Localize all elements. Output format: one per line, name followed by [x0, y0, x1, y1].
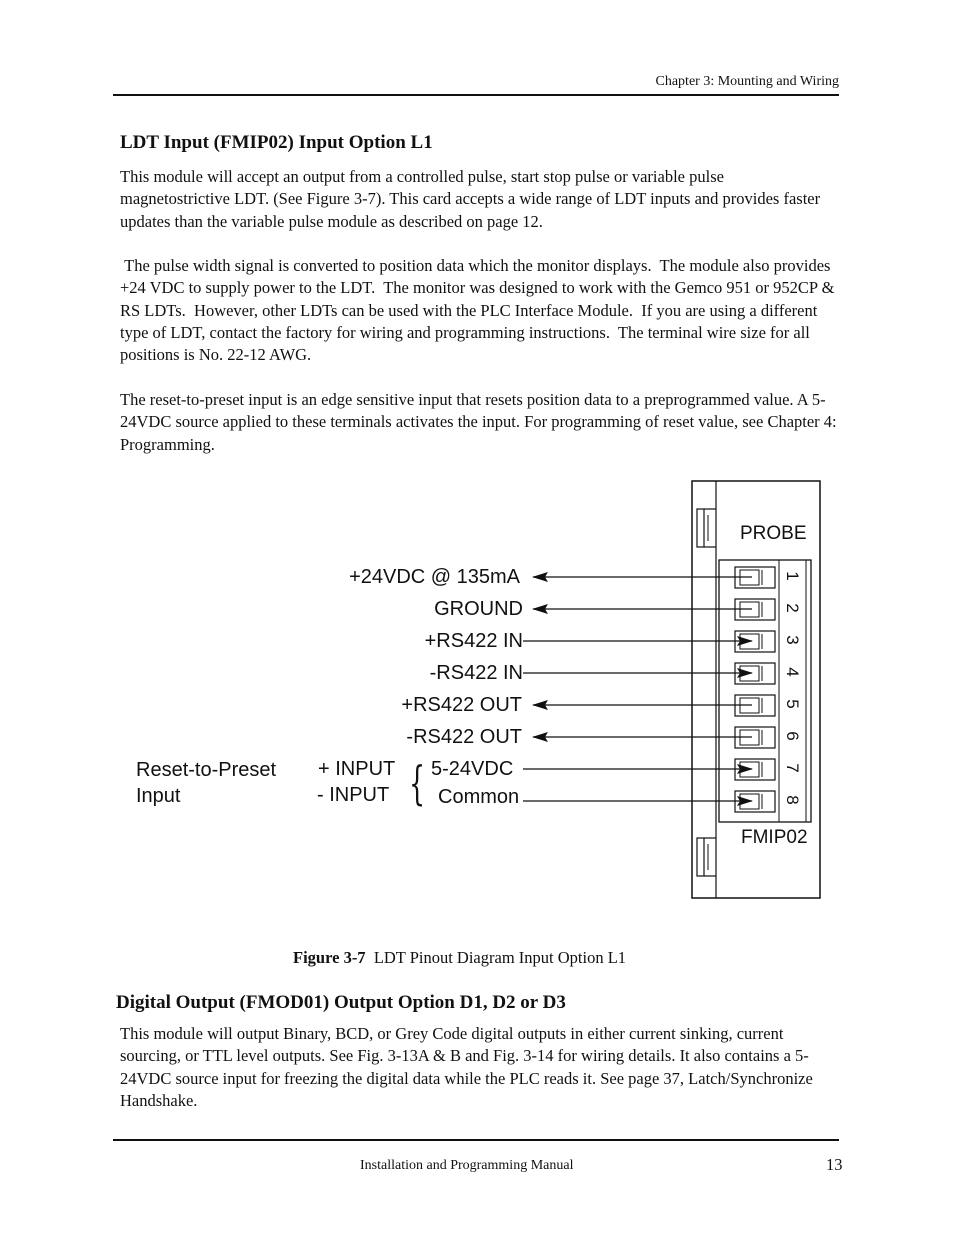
- signal-label-rs422-in-minus: -RS422 IN: [429, 662, 523, 684]
- footer-rule: [113, 1139, 839, 1141]
- signal-label-rs422-in-plus: +RS422 IN: [424, 630, 523, 652]
- signal-label-rs422-out-plus: +RS422 OUT: [401, 694, 522, 716]
- figure-caption: [293, 948, 626, 968]
- terminal-number-4: 4: [783, 667, 802, 677]
- terminal-number-2: 2: [783, 603, 802, 613]
- paragraph-1: This module will accept an output from a controlled pulse, start stop pulse or variable pulse magnetostrictive LDT. (See Figure 3-7). This card accepts a wide range of LDT inputs and provides faster updates than the variable pulse module as described on page 12.: [120, 167, 821, 231]
- section-heading-ldt-input: LDT Input (FMIP02) Input Option L1: [120, 132, 433, 153]
- terminal-number-3: 3: [783, 635, 802, 645]
- terminal-number-5: 5: [783, 699, 802, 709]
- paragraph-4: This module will output Binary, BCD, or Grey Code digital outputs in either current sinking, current sourcing, or TTL level outputs. See Fig. 3-13A & B and Fig. 3-14 for wiring details. It also contains a 5-24VDC source input for freezing the digital data while the PLC reads it. See page 37, Latch/Synchronize Handshake.: [120, 1024, 813, 1110]
- minus-input-label: - INPUT: [317, 784, 390, 806]
- signal-label-ground: GROUND: [434, 598, 523, 620]
- signal-label-5-24vdc: 5-24VDC: [431, 758, 514, 780]
- running-header: Chapter 3: Mounting and Wiring: [655, 74, 839, 89]
- signal-label-rs422-out-minus: -RS422 OUT: [406, 726, 522, 748]
- signal-label-common: Common: [438, 786, 520, 808]
- reset-label-line1: Reset-to-Preset: [136, 759, 277, 781]
- section-heading-digital-output: Digital Output (FMOD01) Output Option D1, D2 or D3: [116, 992, 566, 1013]
- paragraph-2: The pulse width signal is converted to position data which the monitor displays. The module also provides +24 VDC to supply power to the LDT. The monitor was designed to work with the Gemco 951 or 952CP & RS LDTs. However, other LDTs can be used with the PLC Interface Module. If you are using a different type of LDT, contact the factory for wiring and programming instructions. The terminal wire size for all positions is No. 22-12 AWG.: [120, 256, 839, 365]
- plus-input-label: + INPUT: [318, 758, 396, 780]
- footer-manual-title: Installation and Programming Manual: [360, 1158, 574, 1173]
- module-probe-label: PROBE: [740, 523, 807, 544]
- terminal-number-1: 1: [783, 571, 802, 581]
- terminal-number-8: 8: [783, 795, 802, 805]
- brace-icon: {: [409, 756, 426, 810]
- signal-label-24vdc: +24VDC @ 135mA: [349, 566, 520, 588]
- paragraph-3: The reset-to-preset input is an edge sensitive input that resets position data to a preprogrammed value. A 5-24VDC source applied to these terminals activates the input. For programming of reset value, see Chapter 4: Programming.: [120, 390, 837, 454]
- reset-label-line2: Input: [136, 785, 181, 807]
- module-fmip02-label: FMIP02: [741, 827, 808, 848]
- terminal-number-6: 6: [783, 731, 802, 741]
- figure-caption-text: LDT Pinout Diagram Input Option L1: [365, 948, 627, 967]
- terminal-number-7: 7: [783, 763, 802, 773]
- figure-number: Figure 3-7: [293, 948, 366, 967]
- page-number: 13: [826, 1155, 843, 1174]
